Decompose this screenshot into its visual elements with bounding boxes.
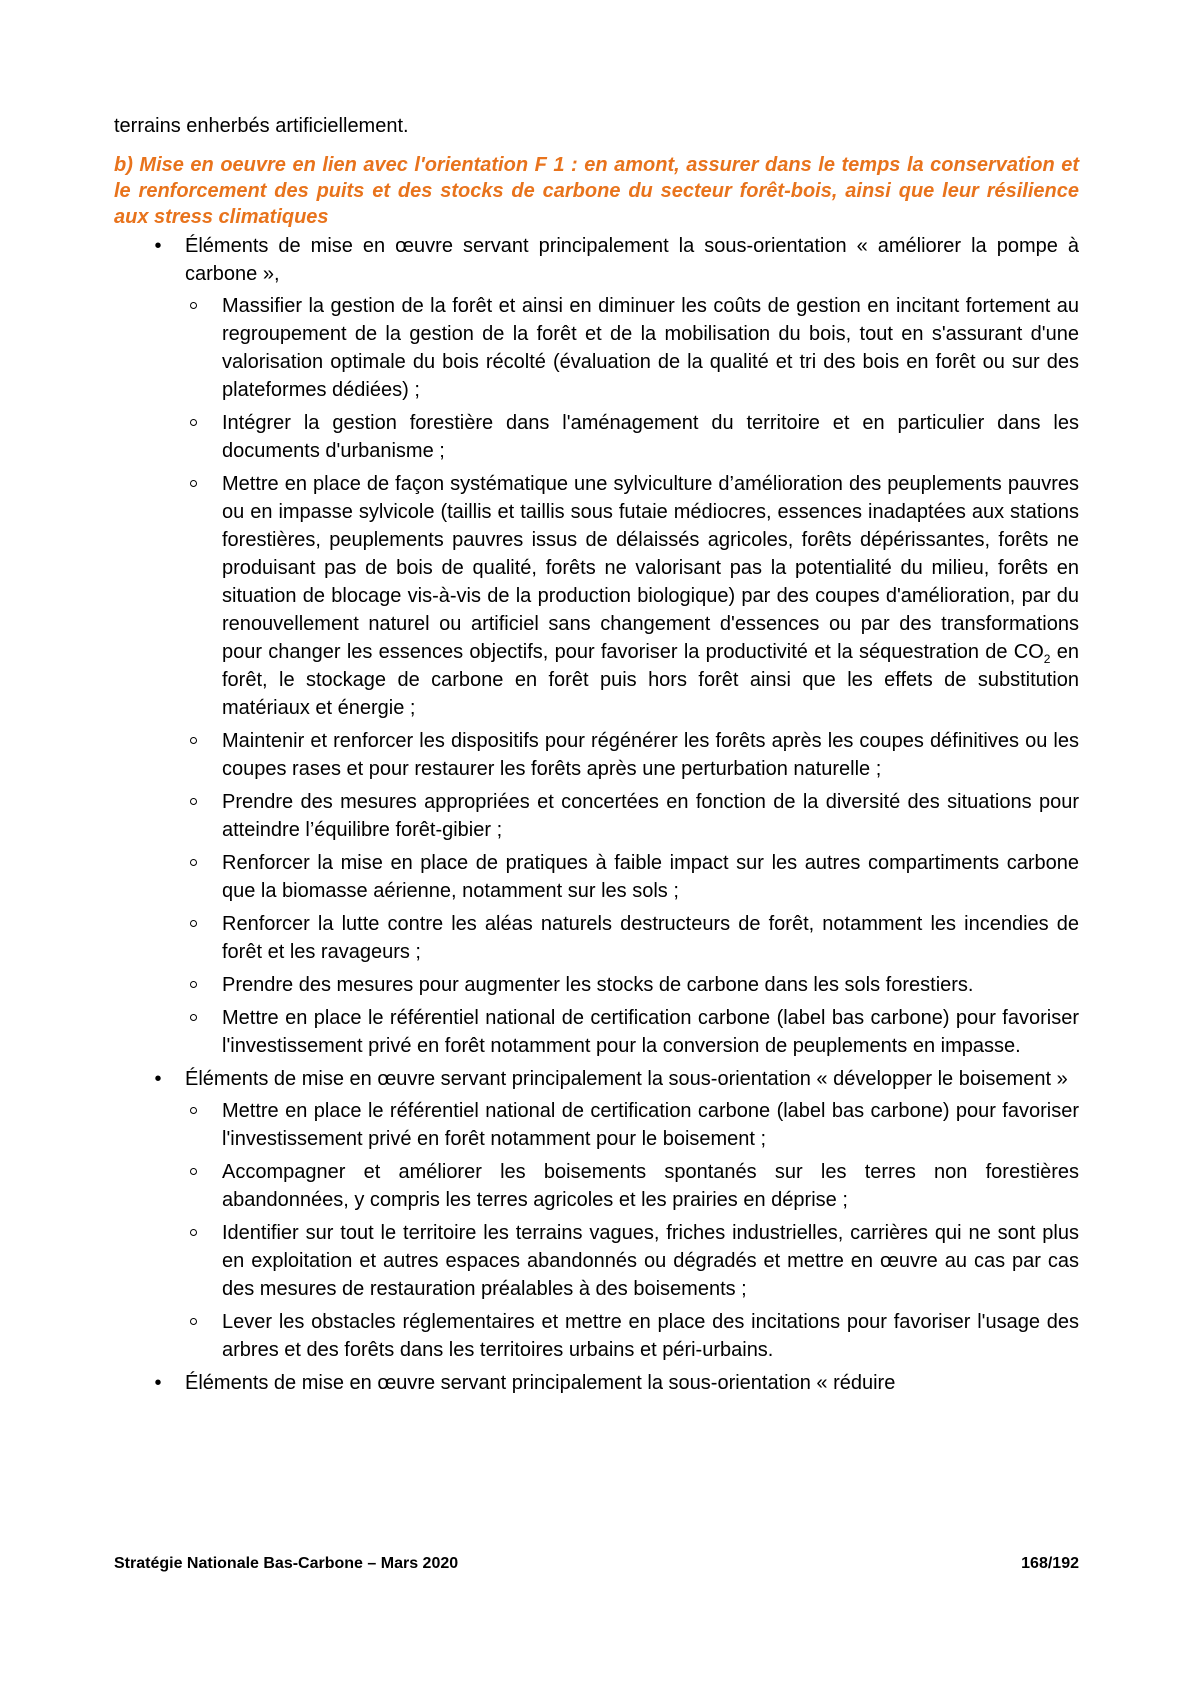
list-item <box>114 1065 1079 1364</box>
circle-bullet-icon <box>190 798 197 805</box>
sub-list-item <box>185 1004 1079 1060</box>
footer-title: Stratégie Nationale Bas-Carbone – Mars 2020 <box>114 1555 459 1572</box>
sub-list-item-text: Mettre en place le référentiel national de certification carbone (label bas carbone) pour favoriser l'investissement privé en forêt notamment pour la conversion de peuplements en impasse. <box>222 1007 1079 1057</box>
co2-text-before: Mettre en place de façon systématique une sylviculture d’amélioration des peuplements pauvres ou en impasse sylvicole (taillis et taillis sous futaie médiocres, essences inadaptées aux stations forestières, peuplements pauvres issus de délaissés agricoles, forêts dépérissantes, forêts ne produisant pas de bois de qualité, forêts ne valorisant pas la potentialité du milieu, forêts en situation de blocage vis-à-vis de la production biologique) par des coupes d'amélioration, par du renouvellement naturel ou artificiel sans changement d'essences ou par des transformations pour changer les essences objectifs, pour favoriser la productivité et la séquestration de CO <box>222 473 1079 663</box>
sub-list-item-text: Prendre des mesures appropriées et concertées en fonction de la diversité des situations pour atteindre l’équilibre forêt-gibier ; <box>222 791 1079 841</box>
document-page <box>114 112 1079 1401</box>
sub-list-item-text: Prendre des mesures pour augmenter les stocks de carbone dans les sols forestiers. <box>222 974 974 996</box>
circle-bullet-icon <box>190 1014 197 1021</box>
circle-bullet-icon <box>190 981 197 988</box>
sub-list-item-text: Identifier sur tout le territoire les terrains vagues, friches industrielles, carrières qui ne sont plus en exploitation et autres espaces abandonnés ou dégradés et mettre en œuvre au cas par cas des mesures de restauration préalables à des boisements ; <box>222 1222 1079 1300</box>
sub-list-item <box>185 910 1079 966</box>
list-item-text: Éléments de mise en œuvre servant principalement la sous-orientation « développer le boisement » <box>185 1068 1068 1090</box>
sub-list-item-text <box>222 470 1079 722</box>
page-number: 168/192 <box>1021 1555 1079 1572</box>
bullet-icon: • <box>154 235 162 257</box>
sub-list-item <box>185 409 1079 465</box>
sub-list-item <box>185 1308 1079 1364</box>
sub-list-item <box>185 727 1079 783</box>
page-footer <box>114 1555 1079 1573</box>
circle-bullet-icon <box>190 480 197 487</box>
co2-text-after: en forêt, le stockage de carbone en forêt puis hors forêt ainsi que les effets de substitution matériaux et énergie ; <box>222 641 1079 719</box>
sub-list-item-text: Renforcer la lutte contre les aléas naturels destructeurs de forêt, notamment les incendies de forêt et les ravageurs ; <box>222 913 1079 963</box>
sub-list-item-text: Intégrer la gestion forestière dans l'aménagement du territoire et en particulier dans les documents d'urbanisme ; <box>222 412 1079 462</box>
circle-bullet-icon <box>190 302 197 309</box>
sub-list-item <box>185 470 1079 722</box>
bullet-icon: • <box>154 1372 162 1394</box>
circle-bullet-icon <box>190 737 197 744</box>
sub-list-item-text: Maintenir et renforcer les dispositifs pour régénérer les forêts après les coupes définitives ou les coupes rases et pour restaurer les forêts après une perturbation naturelle ; <box>222 730 1079 780</box>
sub-list-item <box>185 788 1079 844</box>
sub-list-item-text: Accompagner et améliorer les boisements spontanés sur les terres non forestières abandonnées, y compris les terres agricoles et les prairies en déprise ; <box>222 1161 1079 1211</box>
bullet-list <box>114 232 1079 1397</box>
sub-list-item <box>185 849 1079 905</box>
list-item-text: Éléments de mise en œuvre servant principalement la sous-orientation « réduire <box>185 1372 896 1394</box>
bullet-icon: • <box>154 1068 162 1090</box>
sub-list-item <box>185 971 1079 999</box>
sub-list-item-text: Massifier la gestion de la forêt et ainsi en diminuer les coûts de gestion en incitant fortement au regroupement de la gestion de la forêt et de la mobilisation du bois, tout en s'assurant d'une valorisation optimale du bois récolté (évaluation de la qualité et tri des bois en forêt ou sur des plateformes dédiées) ; <box>222 295 1079 401</box>
circle-bullet-icon <box>190 920 197 927</box>
sub-list-item-text: Mettre en place le référentiel national de certification carbone (label bas carbone) pour favoriser l'investissement privé en forêt notamment pour le boisement ; <box>222 1100 1079 1150</box>
circle-bullet-icon <box>190 1229 197 1236</box>
sub-list-item <box>185 1097 1079 1153</box>
section-heading: b) Mise en oeuvre en lien avec l'orientation F 1 : en amont, assurer dans le temps la conservation et le renforcement des puits et des stocks de carbone du secteur forêt-bois, ainsi que leur résilience aux stress climatiques <box>114 154 1079 228</box>
intro-text: terrains enherbés artificiellement. <box>114 115 409 137</box>
sub-list-item <box>185 1158 1079 1214</box>
sub-list-item-text: Renforcer la mise en place de pratiques à faible impact sur les autres compartiments carbone que la biomasse aérienne, notamment sur les sols ; <box>222 852 1079 902</box>
sub-list <box>185 292 1079 1060</box>
list-item <box>114 232 1079 1060</box>
sub-list-item <box>185 1219 1079 1303</box>
circle-bullet-icon <box>190 1168 197 1175</box>
circle-bullet-icon <box>190 1107 197 1114</box>
sub-list-item-text: Lever les obstacles réglementaires et mettre en place des incitations pour favoriser l'usage des arbres et des forêts dans les territoires urbains et péri-urbains. <box>222 1311 1079 1361</box>
list-item <box>114 1369 1079 1397</box>
co2-subscript: 2 <box>1043 652 1051 666</box>
sub-list <box>185 1097 1079 1364</box>
circle-bullet-icon <box>190 1318 197 1325</box>
circle-bullet-icon <box>190 859 197 866</box>
circle-bullet-icon <box>190 419 197 426</box>
sub-list-item <box>185 292 1079 404</box>
list-item-text: Éléments de mise en œuvre servant principalement la sous-orientation « améliorer la pompe à carbone », <box>185 235 1079 285</box>
